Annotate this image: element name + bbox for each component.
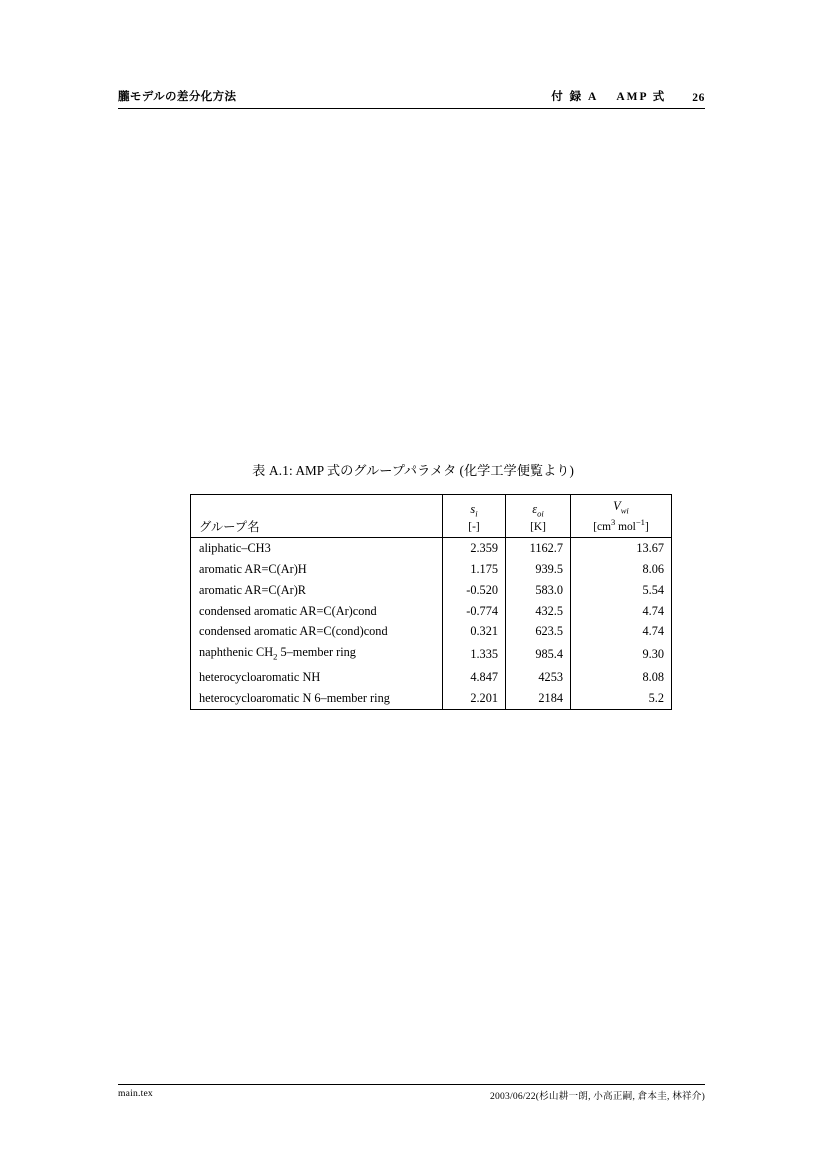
cell-epsilon: 939.5: [506, 559, 571, 580]
amp-group-parameter-table: [190, 494, 672, 710]
cell-epsilon: 2184: [506, 688, 571, 709]
cell-vw: 4.74: [571, 601, 672, 622]
header-cell-group-name: グループ名: [191, 495, 443, 538]
table-row: [191, 688, 672, 709]
header-section-label: AMP 式: [616, 91, 667, 103]
running-header: [118, 88, 705, 109]
cell-s: -0.774: [443, 601, 506, 622]
table-caption: [0, 460, 826, 479]
header-cell-s: [443, 495, 506, 538]
table-row: [191, 580, 672, 601]
table-row: [191, 601, 672, 622]
page-number: 26: [692, 92, 705, 104]
cell-group-name: aliphatic–CH3: [199, 541, 271, 556]
footer-filename: main.tex: [118, 1088, 153, 1099]
cell-vw: 8.06: [571, 559, 672, 580]
header-symbol-epsilon: $\varepsilon_{oi}$: [532, 501, 544, 519]
cell-s: 2.201: [443, 688, 506, 709]
parameter-table-wrapper: [190, 494, 672, 710]
header-right-group: [551, 88, 705, 104]
page-footer: [118, 1084, 705, 1102]
cell-s: 1.175: [443, 559, 506, 580]
table-row: [191, 667, 672, 688]
cell-s: 2.359: [443, 538, 506, 559]
table-caption-text: AMP 式のグループパラメタ (化学工学便覧より): [295, 463, 574, 478]
cell-group-name: condensed aromatic AR=C(cond)cond: [199, 624, 388, 639]
cell-vw: 9.30: [571, 642, 672, 667]
cell-vw: 4.74: [571, 621, 672, 642]
cell-group-name: heterocycloaromatic N 6–member ring: [199, 691, 390, 706]
cell-s: 1.335: [443, 642, 506, 667]
footer-revision: 2003/06/22(杉山耕一朗, 小高正嗣, 倉本圭, 林祥介): [490, 1091, 705, 1102]
cell-epsilon: 623.5: [506, 621, 571, 642]
cell-s: 4.847: [443, 667, 506, 688]
table-row: [191, 538, 672, 559]
cell-group-name: heterocycloaromatic NH: [199, 670, 321, 685]
table-body: [191, 538, 672, 710]
table-header-row: [191, 495, 672, 538]
header-appendix-label: 付 録 A: [551, 91, 599, 103]
table-row: [191, 621, 672, 642]
table-row: [191, 642, 672, 667]
cell-vw: 13.67: [571, 538, 672, 559]
cell-epsilon: 985.4: [506, 642, 571, 667]
header-cell-epsilon: [506, 495, 571, 538]
cell-s: -0.520: [443, 580, 506, 601]
cell-group-name: naphthenic $CH_2$ 5–member ring: [199, 645, 356, 662]
header-symbol-vw: $V_{wi}$: [613, 499, 629, 516]
header-symbol-s: $s_i$: [470, 501, 478, 519]
header-unit-vw: [$cm^3$ mol$^{-1}$]: [593, 517, 649, 533]
header-unit-epsilon: [K]: [530, 520, 546, 533]
cell-vw: 5.54: [571, 580, 672, 601]
cell-group-name: aromatic AR=C(Ar)R: [199, 582, 306, 597]
cell-s: 0.321: [443, 621, 506, 642]
cell-group-name: condensed aromatic AR=C(Ar)cond: [199, 603, 377, 618]
header-cell-vw: [571, 495, 672, 538]
header-unit-s: [-]: [468, 520, 480, 533]
cell-epsilon: 1162.7: [506, 538, 571, 559]
table-row: [191, 559, 672, 580]
cell-epsilon: 583.0: [506, 580, 571, 601]
cell-vw: 5.2: [571, 688, 672, 709]
header-chapter-title: 朧モデルの差分化方法: [118, 91, 237, 103]
cell-epsilon: 4253: [506, 667, 571, 688]
cell-group-name: aromatic AR=C(Ar)H: [199, 562, 307, 577]
table-caption-label: 表 A.1:: [252, 463, 293, 478]
cell-vw: 8.08: [571, 667, 672, 688]
cell-epsilon: 432.5: [506, 601, 571, 622]
